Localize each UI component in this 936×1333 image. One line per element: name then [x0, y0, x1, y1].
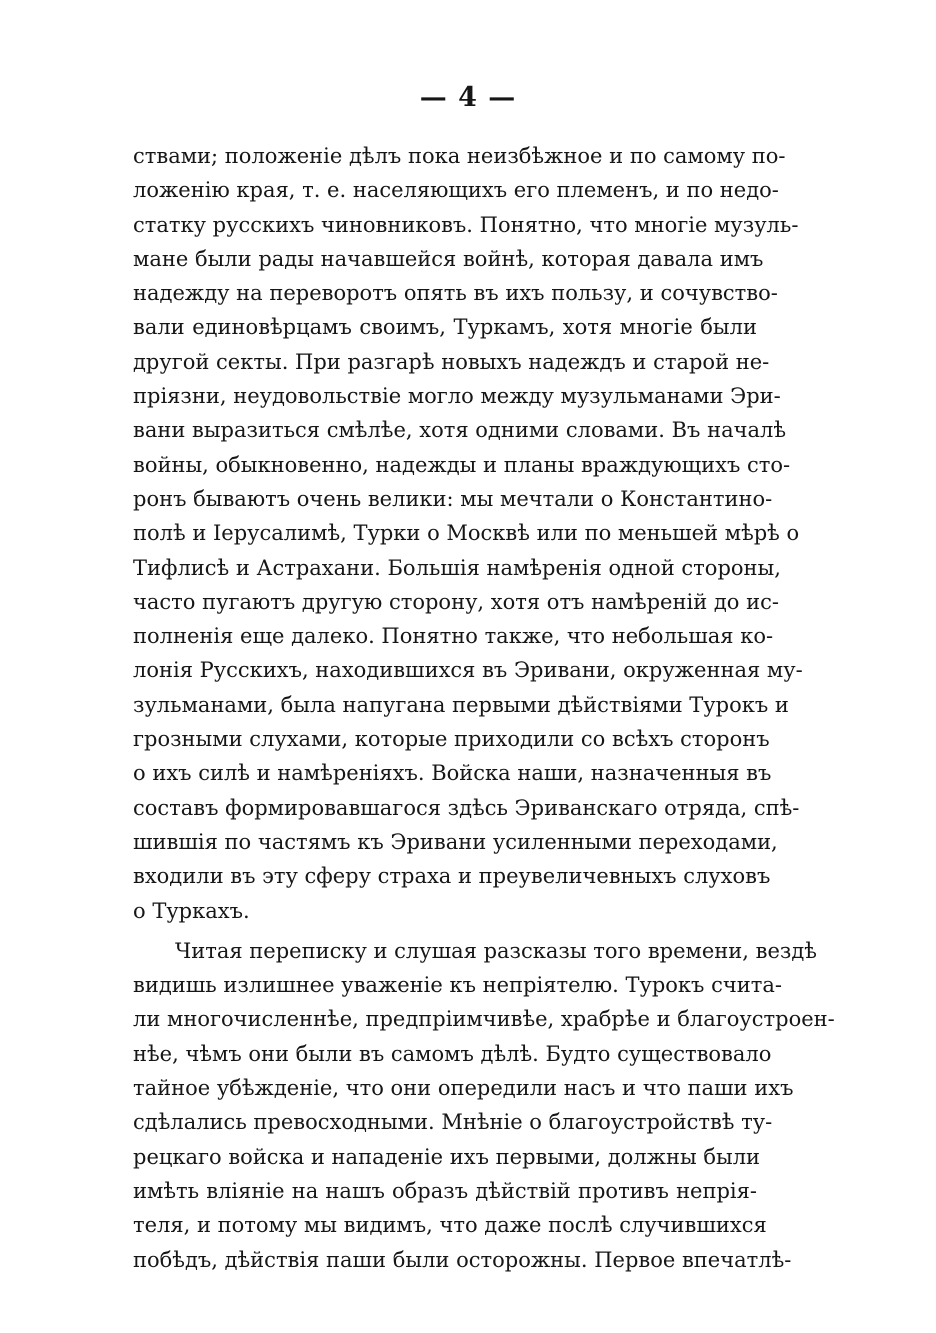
text-line: ложенію края, т. е. населяющихъ его племенъ, и по недо-: [133, 178, 779, 203]
text-line: ли многочисленнѣе, предпріимчивѣе, храбрѣе и благоустроен-: [133, 1007, 835, 1032]
text-line: входили въ эту сферу страха и преувеличевныхъ слуховъ: [133, 864, 771, 889]
text-line: пріязни, неудовольствіе могло между музульманами Эри-: [133, 384, 781, 409]
text-line: статку русскихъ чиновниковъ. Понятно, что многіе музуль-: [133, 212, 799, 237]
text-line: шившія по частямъ къ Эривани усиленными переходами,: [133, 829, 778, 854]
text-line: зульманами, была напугана первыми дѣйствіями Турокъ и: [133, 692, 789, 717]
text-line: сдѣлались превосходными. Мнѣніе о благоустройствѣ ту-: [133, 1110, 773, 1135]
text-line: вани выразиться смѣлѣе, хотя одними словами. Въ началѣ: [133, 418, 786, 443]
text-line: рецкаго войска и нападеніе ихъ первыми, должны были: [133, 1144, 761, 1169]
text-line: надежду на переворотъ опять въ ихъ пользу, и сочувство-: [133, 281, 778, 306]
text-line: полненія еще далеко. Понятно также, что небольшая ко-: [133, 624, 774, 649]
paragraph-first-line: Читая переписку и слушая разсказы того времени, вездѣ: [175, 938, 817, 963]
text-line: полѣ и Іерусалимѣ, Турки о Москвѣ или по меньшей мѣрѣ о: [133, 521, 800, 546]
text-line: мане были рады начавшейся войнѣ, которая давала имъ: [133, 246, 764, 271]
text-line: ствами; положеніе дѣлъ пока неизбѣжное и по самому по-: [133, 144, 786, 168]
body-text: [133, 139, 835, 1277]
page-number: — 4 —: [419, 82, 517, 113]
text-line: ронъ бываютъ очень велики: мы мечтали о Константино-: [133, 486, 773, 511]
text-line: войны, обыкновенно, надежды и планы враждующихъ сто-: [133, 452, 791, 477]
text-line: тайное убѣжденіе, что они опередили насъ и что паши ихъ: [133, 1076, 794, 1101]
text-line: составъ формировавшагося здѣсь Эриванскаго отряда, спѣ-: [133, 795, 800, 820]
text-line: Тифлисѣ и Астрахани. Большія намѣренія одной стороны,: [133, 555, 781, 580]
text-line: лонія Русскихъ, находившихся въ Эривани, окруженная му-: [133, 658, 803, 683]
text-line: побѣдъ, дѣйствія паши были осторожны. Первое впечатлѣ-: [133, 1247, 792, 1272]
text-line: теля, и потому мы видимъ, что даже послѣ случившихся: [133, 1213, 767, 1238]
text-line: видишь излишнее уваженіе къ непріятелю. Турокъ счита-: [133, 973, 782, 998]
text-line: имѣть вліяніе на нашъ образъ дѣйствій противъ непрія-: [133, 1178, 757, 1203]
text-line: нѣе, чѣмъ они были въ самомъ дѣлѣ. Будто существовало: [133, 1041, 772, 1066]
text-line: другой секты. При разгарѣ новыхъ надеждъ и старой не-: [133, 349, 770, 374]
text-line: часто пугаютъ другую сторону, хотя отъ намѣреній до ис-: [133, 589, 779, 614]
text-line: о ихъ силѣ и намѣреніяхъ. Войска наши, назначенныя въ: [133, 761, 772, 786]
text-line: вали единовѣрцамъ своимъ, Туркамъ, хотя многіе были: [133, 315, 757, 340]
text-line: о Туркахъ.: [133, 898, 250, 923]
text-line: грозными слухами, которые приходили со всѣхъ сторонъ: [133, 727, 770, 752]
